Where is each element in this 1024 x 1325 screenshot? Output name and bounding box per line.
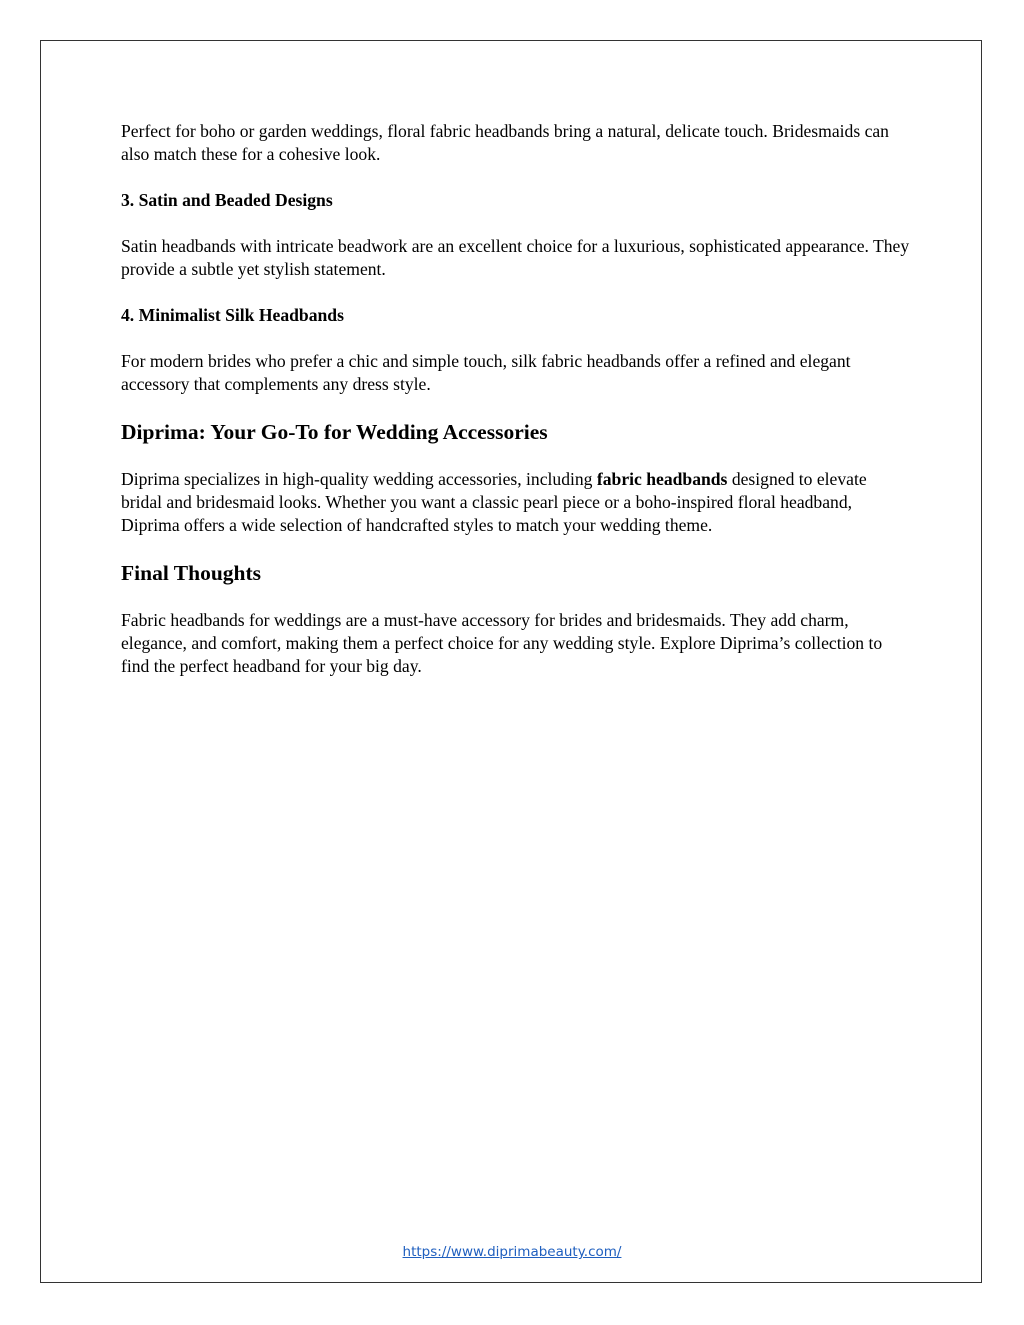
diprima-paragraph (121, 468, 911, 537)
heading-satin-beaded: 3. Satin and Beaded Designs (121, 190, 333, 210)
footer-website-link[interactable]: https://www.diprimabeauty.com/ (402, 1244, 622, 1260)
diprima-bold-keyword: fabric headbands (596, 469, 728, 489)
document-content (121, 120, 911, 701)
diprima-text-before: Diprima specializes in high-quality wedding accessories, including (121, 469, 597, 489)
silk-paragraph: For modern brides who prefer a chic and simple touch, silk fabric headbands offer a refined and elegant accessory that complements any dress style. (121, 351, 851, 394)
intro-paragraph: Perfect for boho or garden weddings, floral fabric headbands bring a natural, delicate touch. Bridesmaids can also match these for a cohesive look. (121, 121, 889, 164)
heading-final-thoughts: Final Thoughts (121, 561, 262, 585)
diprima-text-after: designed to elevate bridal and bridesmaid looks. Whether you want a classic pearl piece or a boho-inspired floral headband, Diprima offers a wide selection of handcrafted styles to match your wedding theme. (121, 469, 867, 535)
heading-minimalist-silk: 4. Minimalist Silk Headbands (121, 305, 344, 325)
heading-diprima: Diprima: Your Go-To for Wedding Accessories (121, 420, 548, 444)
satin-paragraph: Satin headbands with intricate beadwork are an excellent choice for a luxurious, sophisticated appearance. They provide a subtle yet stylish statement. (121, 236, 910, 279)
final-paragraph: Fabric headbands for weddings are a must-have accessory for brides and bridesmaids. They add charm, elegance, and comfort, making them a perfect choice for any wedding style. Explore Diprima’s collection to find the perfect headband for your big day. (121, 610, 883, 676)
